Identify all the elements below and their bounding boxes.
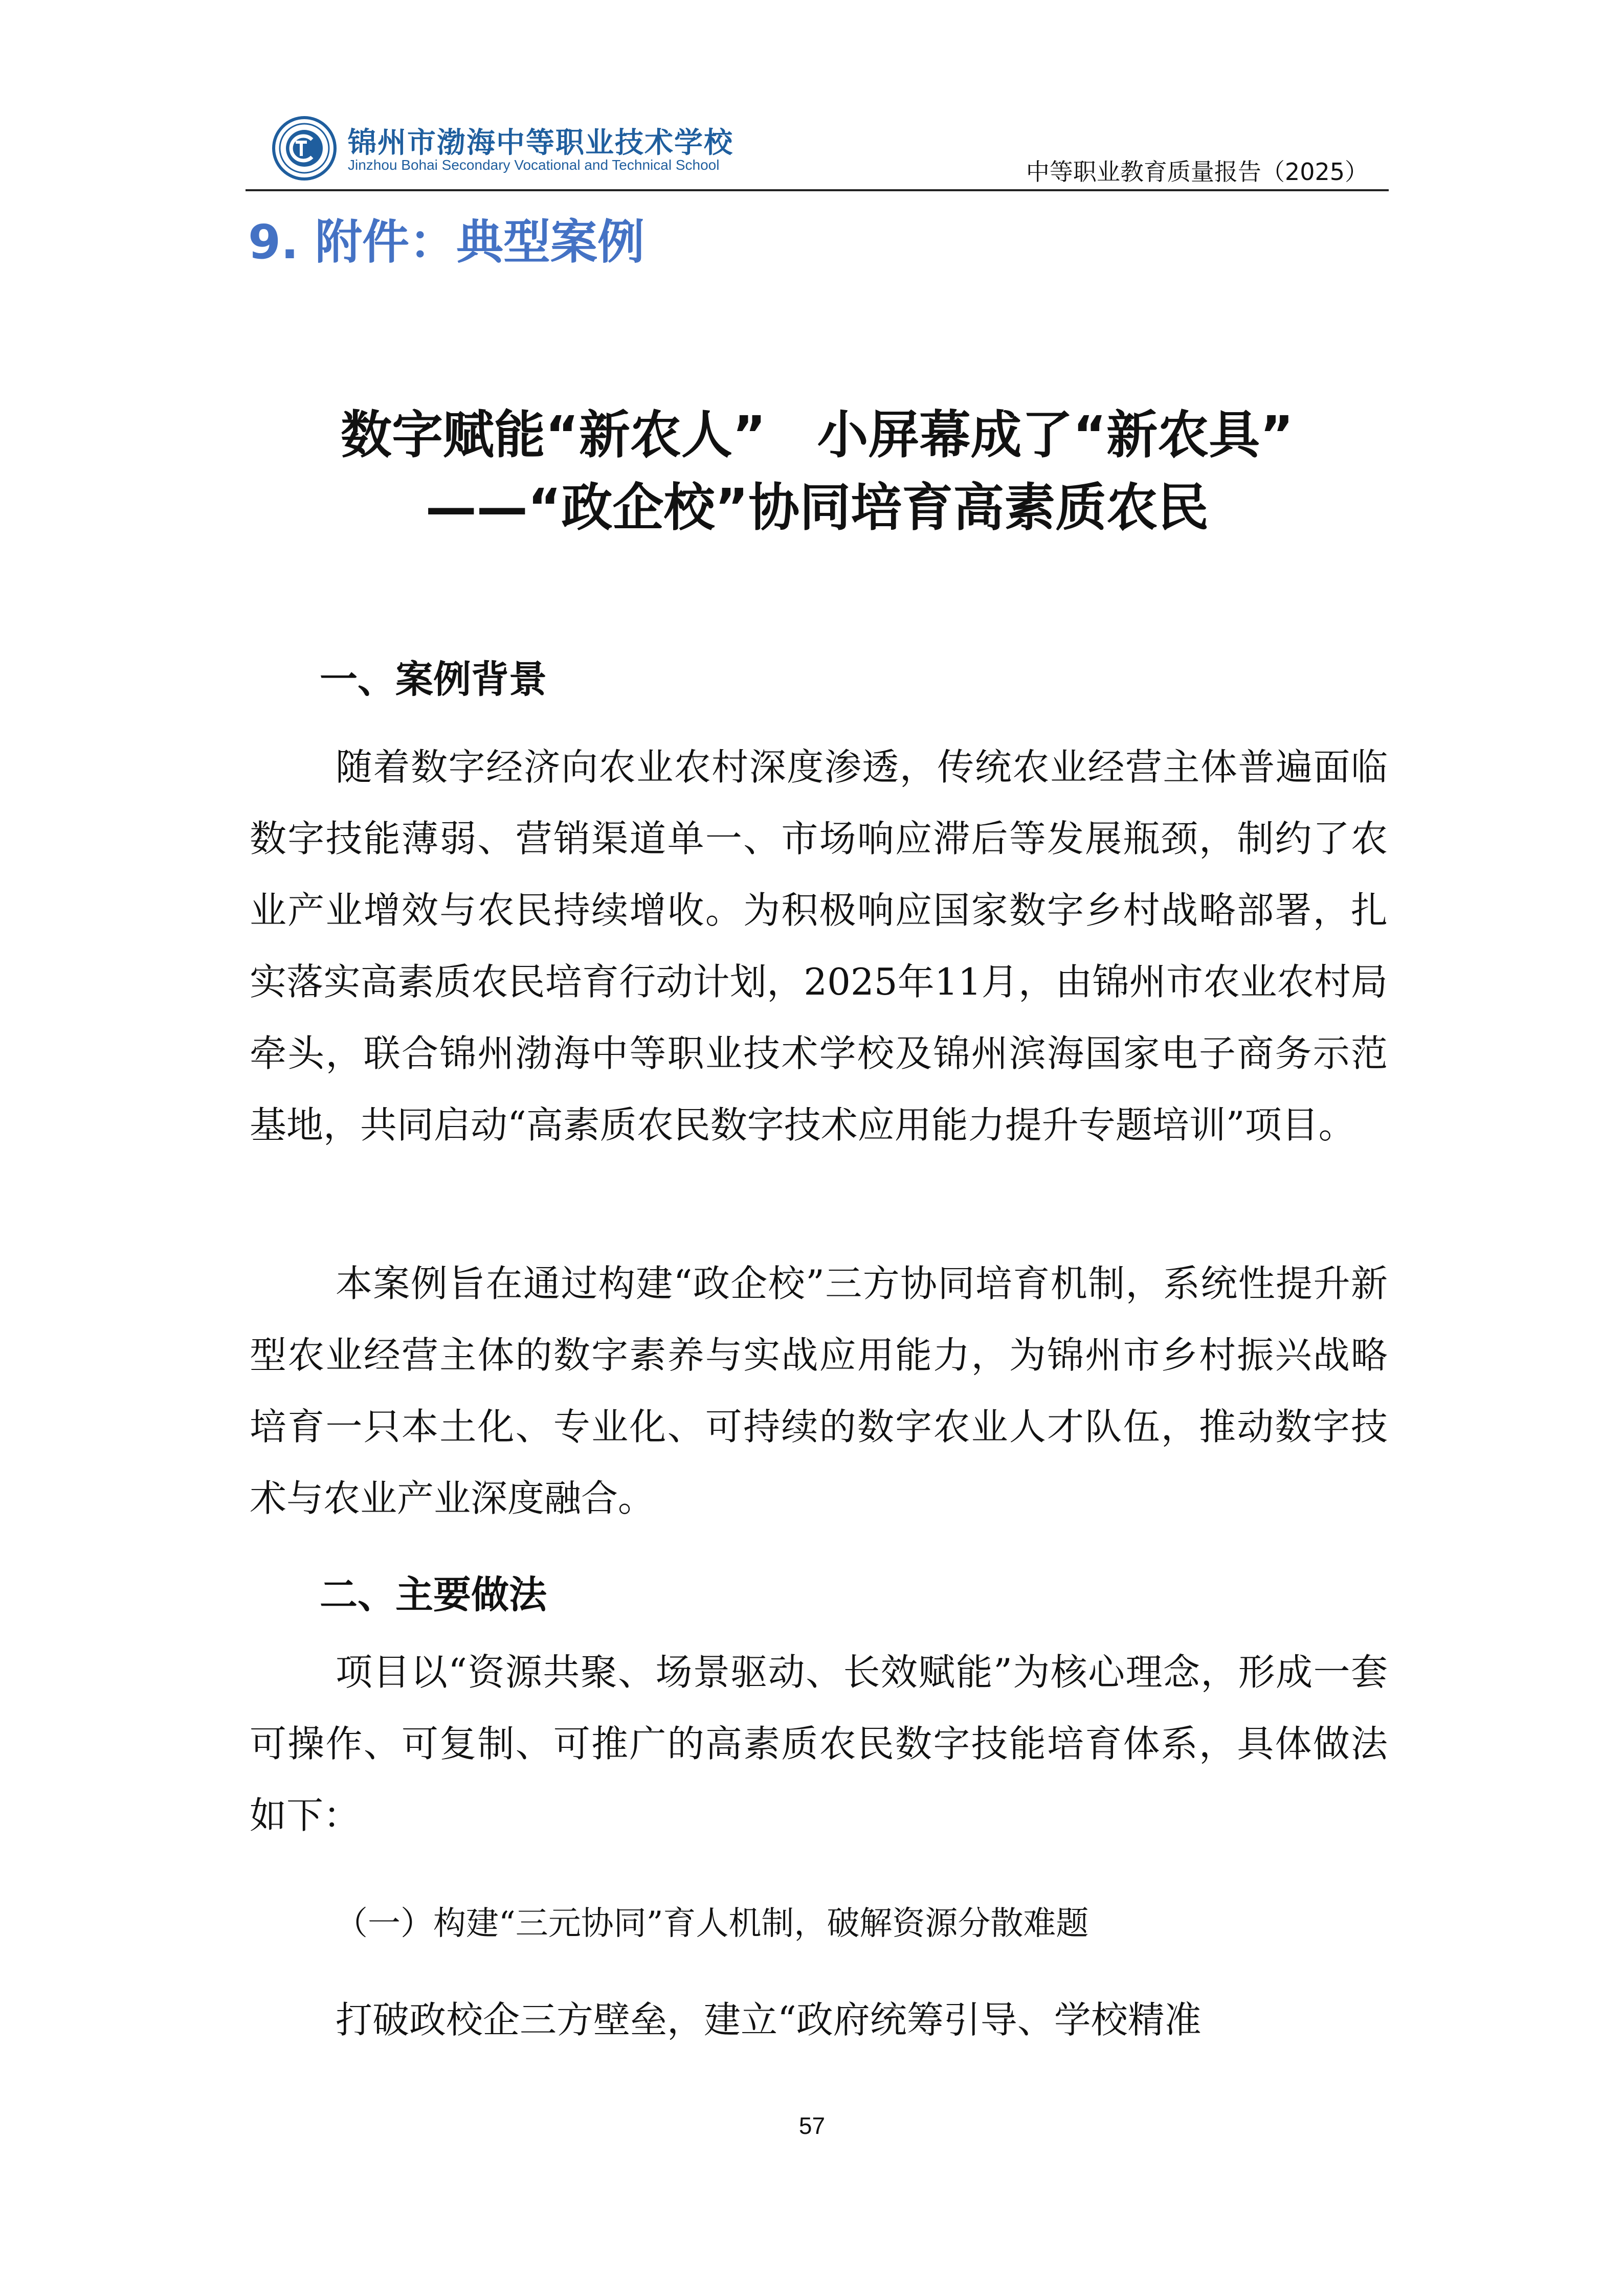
- school-emblem-icon: [271, 115, 338, 182]
- page-number: 57: [798, 2112, 826, 2139]
- practice-sub-heading: （一）构建“三元协同”育人机制，破解资源分散难题: [335, 1905, 1089, 1943]
- case-title-line2: ——“政企校”协同培育高素质农民: [425, 478, 1209, 537]
- school-name-en: Jinzhou Bohai Secondary Vocational and Technical School: [348, 157, 720, 173]
- page-header: [246, 110, 1389, 197]
- background-heading: 一、案例背景: [320, 658, 547, 702]
- report-title: 中等职业教育质量报告（2025）: [1026, 158, 1368, 186]
- case-title-line1: 数字赋能“新农人” 小屏幕成了“新农具”: [341, 405, 1294, 465]
- practice-heading: 二、主要做法: [320, 1573, 547, 1617]
- section-heading: 9. 附件：典型案例: [248, 215, 644, 269]
- background-paragraph-1: 随着数字经济向农业农村深度渗透，传统农业经营主体普遍面临数字技能薄弱、营销渠道单一、市场响应滞后等发展瓶颈，制约了农业产业增效与农民持续增收。为积极响应国家数字乡村战略部署，扎实落实高素质农民培育行动计划，2025年11月，由锦州市农业农村局牵头，联合锦州渤海中等职业技术学校及锦州滨海国家电子商务示范基地，共同启动“高素质农民数字技术应用能力提升专题培训”项目。: [250, 746, 1388, 1146]
- background-paragraph-2: 本案例旨在通过构建“政企校”三方协同培育机制，系统性提升新型农业经营主体的数字素养与实战应用能力，为锦州市乡村振兴战略培育一只本土化、专业化、可持续的数字农业人才队伍，推动数字技术与农业产业深度融合。: [250, 1262, 1388, 1520]
- header-divider: [246, 189, 1389, 191]
- practice-paragraph: 打破政校企三方壁垒，建立“政府统筹引导、学校精准: [336, 1998, 1202, 2041]
- practice-intro-paragraph: 项目以“资源共聚、场景驱动、长效赋能”为核心理念，形成一套可操作、可复制、可推广的高素质农民数字技能培育体系，具体做法如下：: [250, 1651, 1388, 1837]
- school-name-cn: 锦州市渤海中等职业技术学校: [348, 126, 733, 160]
